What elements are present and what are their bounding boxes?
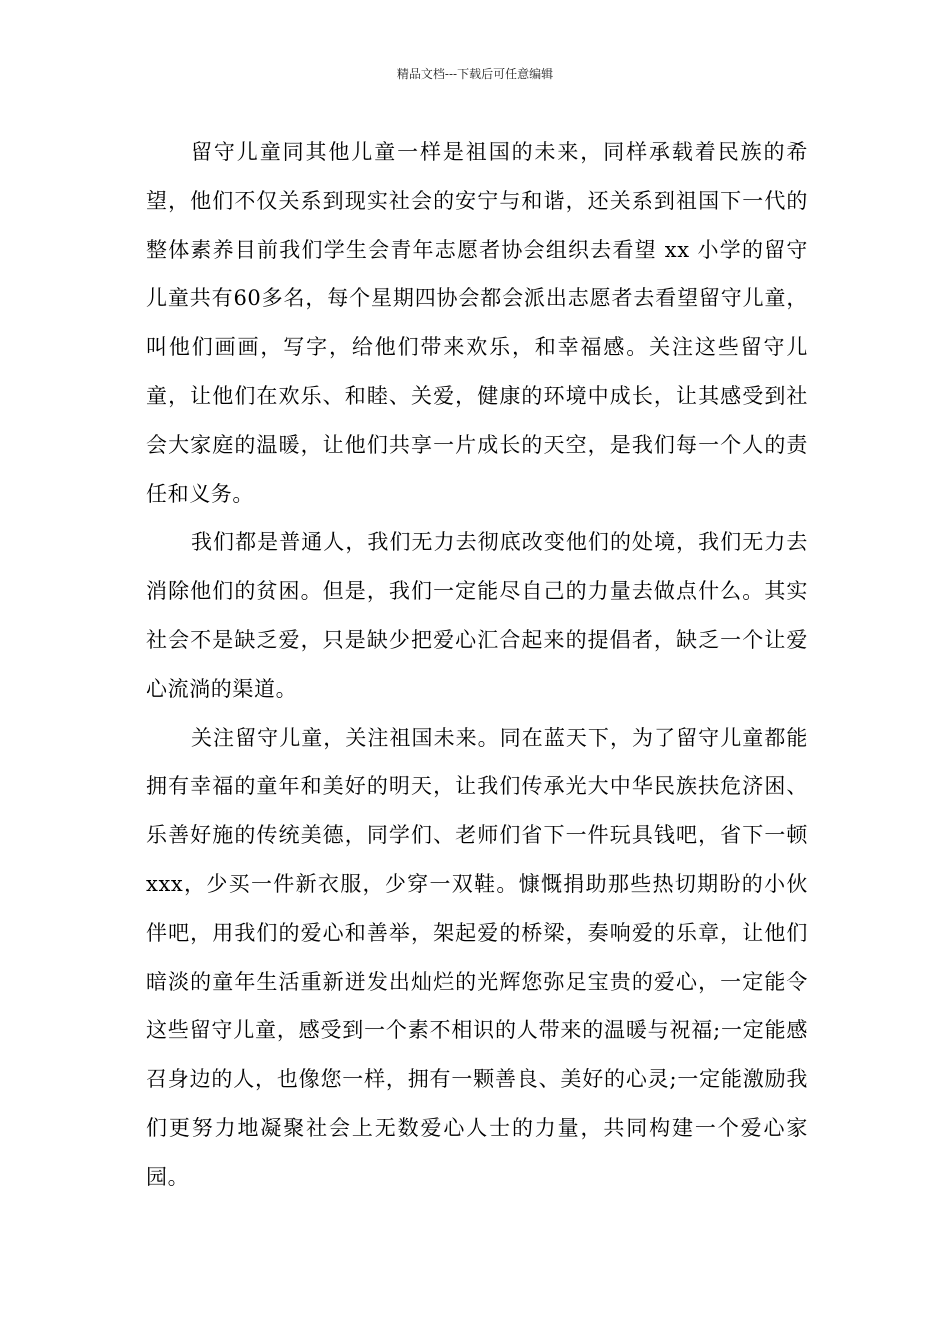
document-body — [146, 128, 808, 1202]
paragraph-2: 我们都是普通人，我们无力去彻底改变他们的处境，我们无力去消除他们的贫困。但是，我们一定能尽自己的力量去做点什么。其实社会不是缺乏爱，只是缺少把爱心汇合起来的提倡者，缺乏一个让爱心流淌的渠道。 — [146, 530, 808, 701]
paragraph-1: 留守儿童同其他儿童一样是祖国的未来，同样承载着民族的希望，他们不仅关系到现实社会的安宁与和谐，还关系到祖国下一代的整体素养目前我们学生会青年志愿者协会组织去看望 xx 小学的留守儿童共有60多名，每个星期四协会都会派出志愿者去看望留守儿童，叫他们画画，写字，给他们带来欢乐，和幸福感。关注这些留守儿童，让他们在欢乐、和睦、关爱，健康的环境中成长，让其感受到社会大家庭的温暖，让他们共享一片成长的天空，是我们每一个人的责任和义务。 — [146, 140, 808, 506]
page-header: 精品文档---下载后可任意编辑 — [396, 67, 554, 81]
paragraph-3: 关注留守儿童，关注祖国未来。同在蓝天下，为了留守儿童都能拥有幸福的童年和美好的明天，让我们传承光大中华民族扶危济困、乐善好施的传统美德，同学们、老师们省下一件玩具钱吧，省下一顿 xxx，少买一件新衣服，少穿一双鞋。慷慨捐助那些热切期盼的小伙伴吧，用我们的爱心和善举，架起爱的桥梁，奏响爱的乐章，让他们暗淡的童年生活重新迸发出灿烂的光辉您弥足宝贵的爱心，一定能令这些留守儿童，感受到一个素不相识的人带来的温暖与祝福;一定能感召身边的人，也像您一样，拥有一颗善良、美好的心灵;一定能激励我们更努力地凝聚社会上无数爱心人士的力量，共同构建一个爱心家园。 — [146, 725, 808, 1189]
